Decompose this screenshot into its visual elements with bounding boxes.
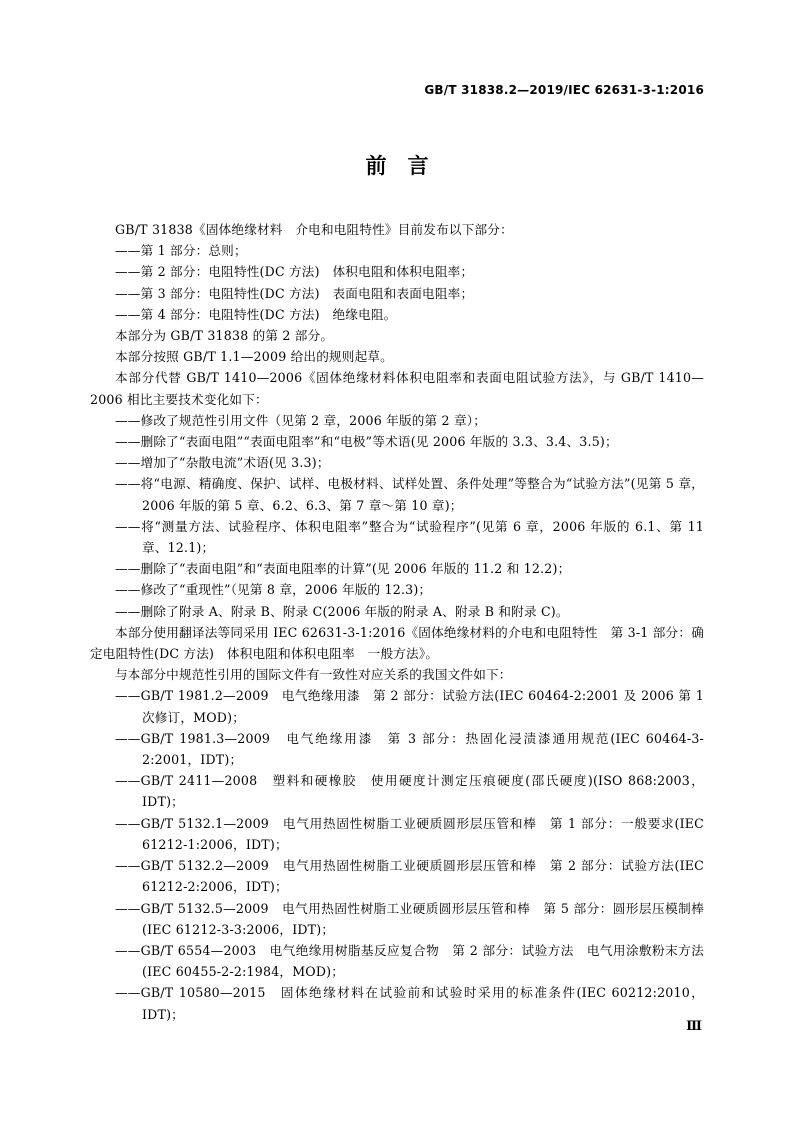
list-item: ——GB/T 5132.2—2009 电气用热固性树脂工业硬质圆形层压管和棒 第 2 部分：试验方法(IEC 61212-2:2006，IDT)； bbox=[115, 858, 704, 895]
list-item: ——GB/T 6554—2003 电气绝缘用树脂基反应复合物 第 2 部分：试验方法 电气用涂敷粉末方法(IEC 60455-2-2:1984，MOD)； bbox=[115, 942, 704, 980]
list-item: ——删除了“表面电阻”“表面电阻率”和“电极”等术语(见 2006 年版的 3.3、3.4、3.5)； bbox=[115, 434, 618, 450]
standard-code-header: GB/T 31838.2—2019/IEC 62631-3-1:2016 bbox=[424, 83, 704, 97]
list-item: ——第 2 部分：电阻特性(DC 方法) 体积电阻和体积电阻率； bbox=[115, 264, 474, 280]
paragraph-part-number: 本部分为 GB/T 31838 的第 2 部分。 bbox=[115, 328, 334, 344]
paragraph-replaces: 本部分代替 GB/T 1410—2006《固体绝缘材料体积电阻率和表面电阻试验方法》，与 GB/T 1410—2006 相比主要技术变化如下： bbox=[90, 370, 704, 407]
list-item: ——第 4 部分：电阻特性(DC 方法) 绝缘电阻。 bbox=[115, 306, 397, 322]
list-item: ——GB/T 1981.3—2009 电气绝缘用漆 第 3 部分：热固化浸渍漆通用规范(IEC 60464-3-2:2001，IDT)； bbox=[115, 730, 704, 768]
list-item: ——修改了“重现性”（见第 8 章，2006 年版的 12.3)； bbox=[115, 582, 432, 598]
list-item: ——GB/T 5132.5—2009 电气用热固性树脂工业硬质圆形层压管和棒 第 5 部分：圆形层压模制棒(IEC 61212-3-3:2006，IDT)； bbox=[115, 900, 704, 937]
list-item: ——增加了“杂散电流”术语(见 3.3)； bbox=[115, 455, 330, 471]
list-item: ——删除了“表面电阻”和“表面电阻率的计算”(见 2006 年版的 11.2 和 12.2)； bbox=[115, 561, 571, 577]
list-item: ——修改了规范性引用文件（见第 2 章，2006 年版的第 2 章）； bbox=[115, 412, 487, 428]
list-item: ——第 3 部分：电阻特性(DC 方法) 表面电阻和表面电阻率； bbox=[115, 285, 474, 301]
paragraph-parts-intro: GB/T 31838《固体绝缘材料 介电和电阻特性》目前发布以下部分： bbox=[115, 222, 513, 237]
paragraph-adoption: 本部分使用翻译法等同采用 IEC 62631-3-1:2016《固体绝缘材料的介电和电阻特性 第 3-1 部分：确定电阻特性(DC 方法) 体积电阻和体积电阻率 一般方法》。 bbox=[90, 624, 704, 662]
paragraph-drafting-rules: 本部分按照 GB/T 1.1—2009 给出的规则起草。 bbox=[115, 349, 393, 365]
page-title: 前 言 bbox=[365, 154, 429, 178]
list-item: ——GB/T 1981.2—2009 电气绝缘用漆 第 2 部分：试验方法(IEC 60464-2:2001 及 2006 第 1 次修订，MOD)； bbox=[115, 688, 704, 725]
changes-list bbox=[90, 410, 704, 622]
references-list bbox=[90, 685, 704, 1024]
parts-list bbox=[90, 240, 704, 325]
list-item: ——将“电源、精确度、保护、试样、电极材料、试样处置、条件处理”等整合为“试验方法”(见第 5 章，2006 年版的第 5 章、6.2、6.3、第 7 章～第 10 章)； bbox=[115, 476, 704, 513]
foreword-body bbox=[90, 219, 704, 1025]
list-item: ——第 1 部分：总则； bbox=[115, 243, 247, 259]
list-item: ——GB/T 2411—2008 塑料和硬橡胶 使用硬度计测定压痕硬度(邵氏硬度)(ISO 868:2003，IDT)； bbox=[115, 773, 704, 810]
list-item: ——将“测量方法、试验程序、体积电阻率”整合为“试验程序”(见第 6 章，2006 年版的 6.1、第 11 章、12.1)； bbox=[115, 518, 704, 556]
paragraph-references-intro: 与本部分中规范性引用的国际文件有一致性对应关系的我国文件如下： bbox=[115, 667, 512, 683]
list-item: ——删除了附录 A、附录 B、附录 C(2006 年版的附录 A、附录 B 和附录 C)。 bbox=[115, 603, 569, 619]
page-number: Ⅲ bbox=[686, 1019, 702, 1034]
list-item: ——GB/T 5132.1—2009 电气用热固性树脂工业硬质圆形层压管和棒 第 1 部分：一般要求(IEC 61212-1:2006，IDT)； bbox=[115, 815, 704, 852]
list-item: ——GB/T 10580—2015 固体绝缘材料在试验前和试验时采用的标准条件(IEC 60212:2010，IDT)； bbox=[115, 985, 704, 1022]
